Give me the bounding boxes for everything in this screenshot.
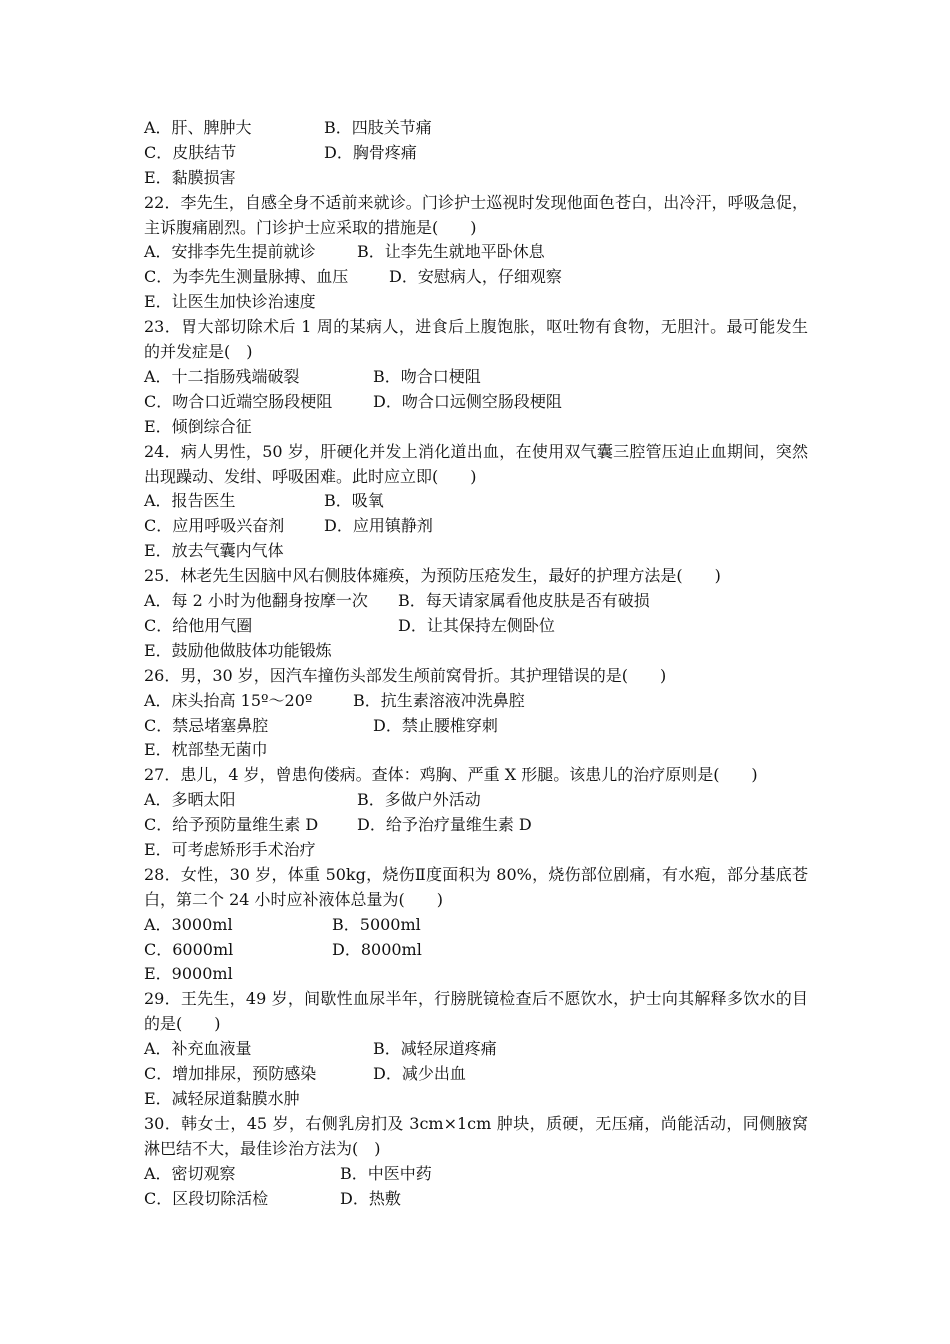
option-row [144, 1062, 808, 1087]
option-text: E．倾倒综合征 [144, 416, 252, 436]
question-stem: 25．林老先生因脑中风右侧肢体瘫痪，为预防压疮发生，最好的护理方法是( ) [144, 566, 721, 586]
option-text: B．让李先生就地平卧休息 [357, 242, 545, 262]
option-text: E．鼓励他做肢体功能锻炼 [144, 640, 332, 660]
option-text: B．5000ml [332, 914, 421, 934]
option-row [144, 489, 808, 514]
question-stem: 27．患儿，4 岁，曾患佝偻病。查体：鸡胸、严重 X 形腿。该患儿的治疗原则是( ) [144, 765, 758, 785]
option-row [144, 265, 808, 290]
option-row [144, 390, 808, 415]
option-text: A．床头抬高 15º～20º [144, 690, 313, 710]
option-text: A．肝、脾肿大 [144, 118, 252, 137]
option-row [144, 1087, 808, 1112]
question-stem: 22．李先生，自感全身不适前来就诊。门诊护士巡视时发现他面色苍白，出冷汗，呼吸急促，主诉腹痛剧烈。门诊护士应采取的措施是( ) [144, 192, 808, 237]
question-stem: 30．韩女士，45 岁，右侧乳房扪及 3cm×1cm 肿块，质硬，无压痛，尚能活动，同侧腋窝淋巴结不大，最佳诊治方法为( ) [144, 1113, 808, 1158]
option-text: C．增加排尿，预防感染 [144, 1064, 317, 1084]
option-row [144, 913, 808, 938]
option-row [144, 639, 808, 664]
option-text: A．补充血液量 [144, 1039, 252, 1059]
option-text: D．热敷 [340, 1188, 401, 1208]
option-text: C．皮肤结节 [144, 142, 237, 162]
question-stem: 23．胃大部切除术后 1 周的某病人，进食后上腹饱胀，呕吐物有食物，无胆汁。最可能发生的并发症是( ) [144, 317, 808, 362]
option-text: E．放去气囊内气体 [144, 541, 284, 561]
question-stem: 24．病人男性，50 岁，肝硬化并发上消化道出血，在使用双气囊三腔管压迫止血期间，突然出现躁动、发绀、呼吸困难。此时应立即( ) [144, 441, 808, 486]
option-row [144, 714, 808, 739]
option-row [144, 813, 808, 838]
option-row [144, 689, 808, 714]
option-text: D．应用镇静剂 [324, 516, 433, 536]
option-text: D．让其保持左侧卧位 [398, 615, 555, 635]
option-text: A．安排李先生提前就诊 [144, 242, 316, 262]
option-text: A．3000ml [144, 914, 233, 934]
option-text: B．吸氧 [324, 491, 384, 511]
option-row [144, 838, 808, 863]
option-text: B．抗生素溶液冲洗鼻腔 [353, 690, 525, 710]
option-text: A．多晒太阳 [144, 790, 236, 810]
option-row [144, 962, 808, 987]
option-text: D．安慰病人，仔细观察 [389, 267, 562, 287]
option-text: D．胸骨疼痛 [324, 142, 417, 162]
option-text: C．吻合口近端空肠段梗阻 [144, 391, 333, 411]
option-text: D．禁止腰椎穿刺 [373, 715, 498, 735]
option-row [144, 1162, 808, 1187]
option-row [144, 240, 808, 265]
option-text: C．为李先生测量脉搏、血压 [144, 267, 349, 287]
option-text: E．9000ml [144, 964, 233, 984]
option-text: B．每天请家属看他皮肤是否有破损 [398, 591, 650, 611]
question-stem: 29．王先生，49 岁，间歇性血尿半年，行膀胱镜检查后不愿饮水，护士向其解释多饮水的目的是( ) [144, 989, 808, 1034]
option-text: A．十二指肠残端破裂 [144, 366, 300, 386]
option-text: B．四肢关节痛 [324, 118, 432, 137]
option-row [144, 365, 808, 390]
option-text: A．密切观察 [144, 1163, 236, 1183]
option-text: A．报告医生 [144, 491, 236, 511]
question-stem: 26．男，30 岁，因汽车撞伤头部发生颅前窝骨折。其护理错误的是( ) [144, 665, 667, 685]
option-text: C．6000ml [144, 939, 234, 959]
option-text: E．可考虑矫形手术治疗 [144, 839, 316, 859]
option-row [144, 415, 808, 440]
option-text: E．减轻尿道黏膜水肿 [144, 1088, 300, 1108]
option-text: B．吻合口梗阻 [373, 366, 481, 386]
option-text: E．黏膜损害 [144, 167, 236, 187]
option-text: D．给予治疗量维生素 D [357, 815, 532, 835]
option-text: D．8000ml [332, 939, 422, 959]
option-text: E．枕部垫无菌巾 [144, 740, 268, 760]
option-text: C．应用呼吸兴奋剂 [144, 516, 285, 536]
option-row [144, 290, 808, 315]
option-row [144, 738, 808, 763]
option-text: D．减少出血 [373, 1064, 466, 1084]
option-text: A．每 2 小时为他翻身按摩一次 [144, 591, 368, 611]
option-row [144, 1037, 808, 1062]
option-text: C．禁忌堵塞鼻腔 [144, 715, 269, 735]
option-text: C．给予预防量维生素 D [144, 815, 319, 835]
question-stem: 28．女性，30 岁，体重 50kg，烧伤Ⅱ度面积为 80%，烧伤部位剧痛，有水疱，部分基底苍白，第二个 24 小时应补液体总量为( ) [144, 864, 808, 909]
option-row [144, 166, 808, 191]
option-text: C．区段切除活检 [144, 1188, 269, 1208]
option-row [144, 539, 808, 564]
option-text: B．中医中药 [340, 1163, 432, 1183]
option-row [144, 938, 808, 963]
question-list [144, 116, 808, 1211]
option-row [144, 589, 808, 614]
option-text: C．给他用气圈 [144, 615, 253, 635]
option-row [144, 788, 808, 813]
option-text: D．吻合口远侧空肠段梗阻 [373, 391, 562, 411]
option-row [144, 141, 808, 166]
option-row [144, 1187, 808, 1212]
option-row [144, 514, 808, 539]
option-text: E．让医生加快诊治速度 [144, 292, 316, 312]
option-text: B．多做户外活动 [357, 790, 481, 810]
option-text: B．减轻尿道疼痛 [373, 1039, 497, 1059]
option-row [144, 116, 808, 141]
option-row [144, 614, 808, 639]
